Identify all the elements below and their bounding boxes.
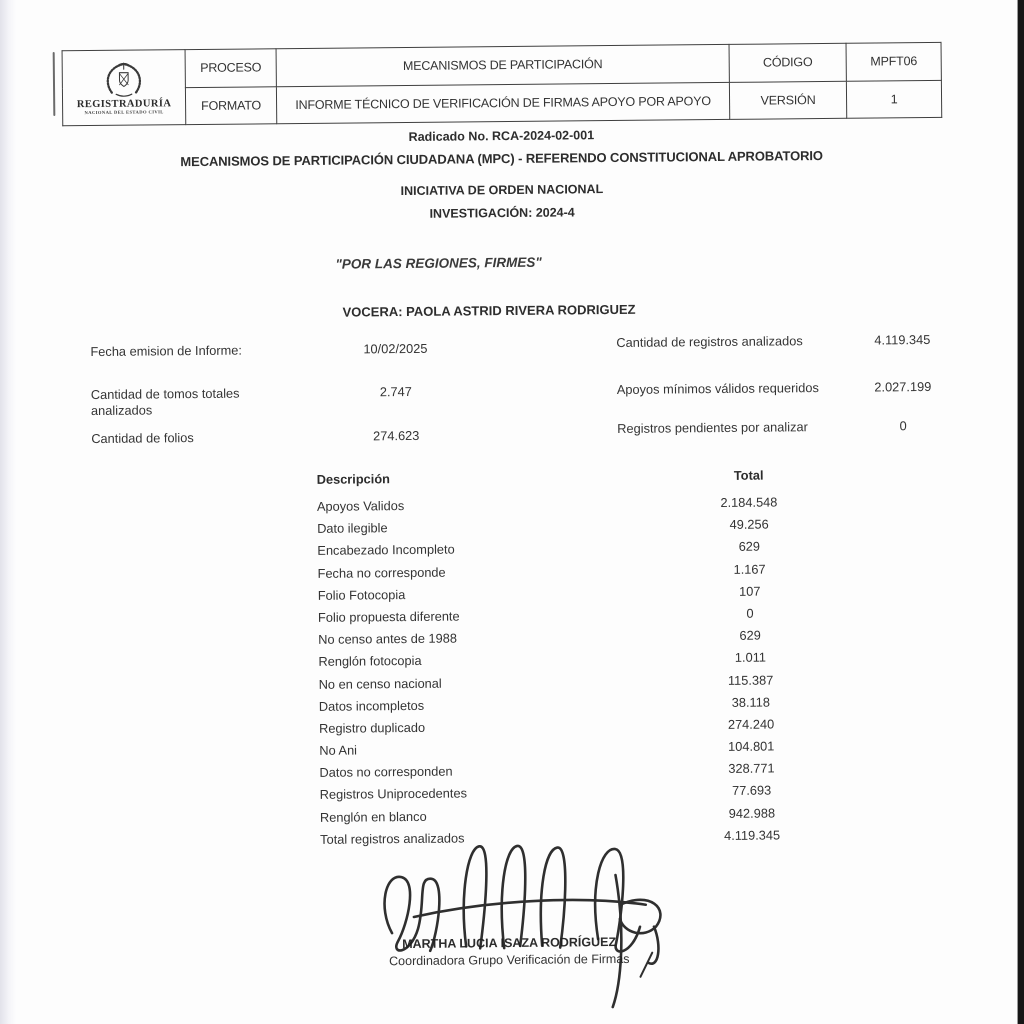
field-value: 2.747 bbox=[379, 383, 412, 400]
investigation-number: INVESTIGACIÓN: 2024-4 bbox=[429, 205, 575, 221]
row-value: 2.184.548 bbox=[720, 494, 778, 510]
row-label: Folio Fotocopia bbox=[317, 586, 406, 603]
field-value: 4.119.345 bbox=[874, 331, 931, 348]
header-label-version: VERSIÓN bbox=[729, 81, 846, 120]
row-value: 1.011 bbox=[734, 649, 767, 666]
field-value: 274.623 bbox=[373, 427, 420, 444]
row-value: 107 bbox=[739, 583, 761, 599]
row-value: 1.167 bbox=[733, 561, 766, 577]
summary-right-fields bbox=[616, 332, 957, 437]
header-label-proceso: PROCESO bbox=[185, 49, 276, 87]
logo-cell bbox=[62, 50, 186, 126]
logo-title: REGISTRADURÍA bbox=[76, 98, 172, 111]
row-value: 274.240 bbox=[727, 716, 775, 732]
field-fecha-emision bbox=[90, 340, 520, 360]
field-label: Registros pendientes por analizar bbox=[617, 419, 808, 436]
field-value: 10/02/2025 bbox=[363, 340, 428, 357]
row-label: Encabezado Incompleto bbox=[317, 541, 455, 559]
row-value: 77.693 bbox=[732, 782, 772, 799]
row-label: Dato ilegible bbox=[317, 520, 388, 537]
row-label: Renglón fotocopia bbox=[318, 653, 422, 670]
document-title-line2: INICIATIVA DE ORDEN NACIONAL bbox=[400, 182, 604, 199]
handwritten-signature bbox=[369, 834, 691, 1021]
column-header-total: Total bbox=[733, 467, 764, 483]
results-table bbox=[317, 467, 861, 854]
row-label: Datos incompletos bbox=[318, 697, 425, 714]
logo-subtitle: NACIONAL DEL ESTADO CIVIL bbox=[84, 109, 164, 116]
field-label: Cantidad de folios bbox=[91, 430, 194, 447]
row-value: 942.988 bbox=[728, 805, 776, 821]
header-label-formato: FORMATO bbox=[185, 86, 276, 124]
field-label: Cantidad de registros analizados bbox=[616, 333, 803, 350]
field-apoyos-minimos bbox=[617, 379, 957, 398]
row-value: 629 bbox=[739, 627, 761, 643]
row-label: Fecha no corresponde bbox=[317, 564, 446, 581]
field-label: Fecha emision de Informe: bbox=[90, 342, 243, 360]
row-value: 49.256 bbox=[729, 516, 769, 533]
field-registros-pendientes bbox=[617, 418, 957, 437]
row-value: 38.118 bbox=[731, 694, 770, 710]
field-registros-analizados bbox=[616, 332, 956, 351]
campaign-slogan: "POR LAS REGIONES, FIRMES" bbox=[335, 254, 542, 272]
field-label: Apoyos mínimos válidos requeridos bbox=[616, 380, 819, 397]
header-table bbox=[62, 42, 943, 126]
signatory-name: MARTHA LUCIA ISAZA RODRÍGUEZ bbox=[402, 935, 617, 952]
row-value: 629 bbox=[738, 538, 761, 555]
row-value: 328.771 bbox=[728, 760, 775, 777]
header-value-formato: INFORME TÉCNICO DE VERIFICACIÓN DE FIRMAS APOYO POR APOYO bbox=[276, 82, 729, 124]
spokesperson-line: VOCERA: PAOLA ASTRID RIVERA RODRIGUEZ bbox=[342, 301, 636, 320]
column-header-descripcion: Descripción bbox=[316, 471, 391, 487]
header-value-proceso: MECANISMOS DE PARTICIPACIÓN bbox=[276, 44, 729, 86]
row-value: 104.801 bbox=[728, 738, 775, 754]
header-label-codigo: CÓDIGO bbox=[729, 43, 846, 82]
header-value-version: 1 bbox=[846, 80, 941, 118]
signatory-title: Coordinadora Grupo Verificación de Firmas bbox=[389, 951, 630, 969]
row-label: No en censo nacional bbox=[318, 675, 442, 692]
row-label: Renglón en blanco bbox=[319, 808, 427, 825]
field-value: 2.027.199 bbox=[874, 378, 932, 395]
row-label: Total registros analizados bbox=[320, 830, 465, 847]
row-value: 115.387 bbox=[727, 672, 774, 688]
summary-left-fields bbox=[90, 340, 521, 447]
row-value: 0 bbox=[746, 605, 754, 621]
field-value: 0 bbox=[899, 418, 907, 434]
registraduria-crest-icon bbox=[98, 59, 150, 97]
row-label: Folio propuesta diferente bbox=[317, 608, 460, 625]
radicado-number: Radicado No. RCA-2024-02-001 bbox=[408, 128, 595, 144]
row-value: 4.119.345 bbox=[724, 827, 781, 843]
row-label: No Ani bbox=[319, 742, 358, 758]
field-label: Cantidad de tomos totales analizados bbox=[90, 385, 240, 419]
document-title-line1: MECANISMOS DE PARTICIPACIÓN CIUDADANA (MPC) - REFERENDO CONSTITUCIONAL APROBATORIO bbox=[180, 147, 823, 170]
header-value-codigo: MPFT06 bbox=[846, 42, 941, 80]
row-label: Apoyos Validos bbox=[316, 498, 405, 514]
row-label: Datos no corresponden bbox=[319, 763, 453, 781]
row-label: Registros Uniprocedentes bbox=[319, 785, 468, 803]
row-label: No censo antes de 1988 bbox=[318, 630, 458, 647]
row-label: Registro duplicado bbox=[318, 719, 426, 736]
header-row-formato bbox=[62, 80, 941, 126]
field-tomos-totales bbox=[91, 383, 521, 419]
field-cantidad-folios bbox=[91, 427, 521, 447]
